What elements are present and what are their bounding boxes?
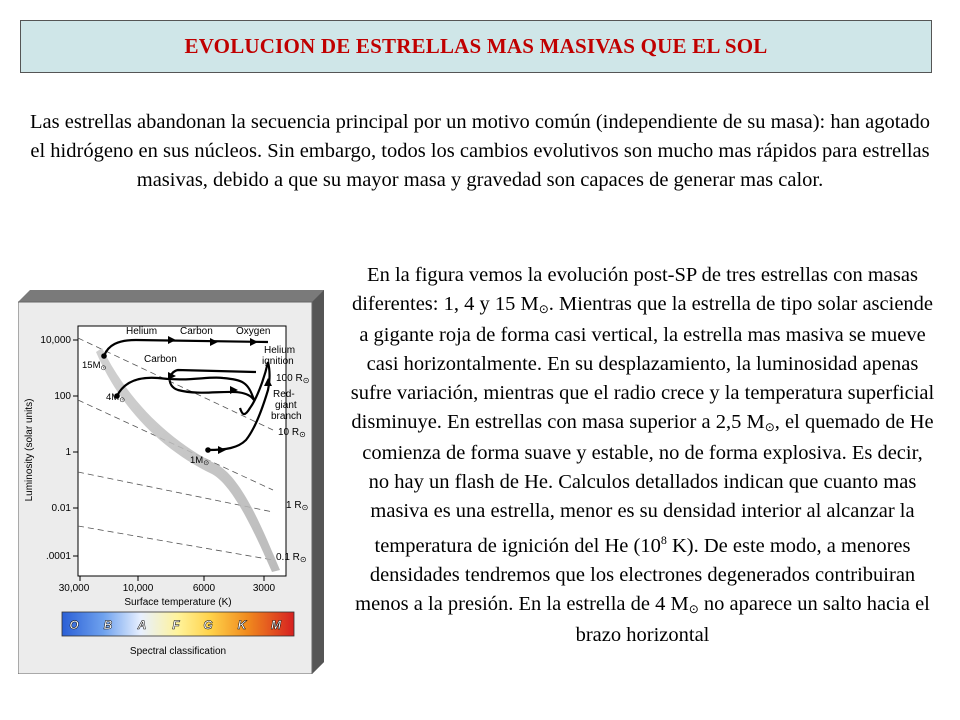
spectral-k: K [237, 618, 247, 632]
spectral-b: B [103, 618, 113, 632]
svg-text:10 R⊙: 10 $R_⊙$ [278, 427, 306, 439]
label-rgb-3: branch [271, 411, 302, 422]
x-axis-label: Surface temperature (K) [124, 597, 232, 608]
hr-diagram-figure [18, 290, 324, 674]
x-tick-3000: 3000 [252, 583, 276, 594]
body-paragraph [350, 261, 935, 650]
svg-text:100 R⊙: 100 $R_⊙$ [276, 373, 310, 385]
hr-diagram [18, 290, 324, 674]
intro-paragraph: Las estrellas abandonan la secuencia principal por un motivo común (independiente de su masa): han agotado el hidrógeno en sus núcleos. Sin embargo, todos los cambios evolutivos son mucho mas rápidos para estrellas masivas, debido a que su mayor masa y gravedad son capaces de generar mas calor. [30, 111, 930, 191]
svg-text:1M⊙: $1M_⊙$ [190, 455, 210, 467]
radius-label-100: 100 R [276, 373, 303, 384]
dot-15m [101, 353, 107, 359]
body-text-4: K). De este modo, a menores densidades tendremos que los electrones degenerados contribuiran menos a la presión. En la estrella de 4 M [355, 534, 916, 615]
radius-label-1: 1 R [286, 500, 302, 511]
label-carbon: Carbon [180, 326, 213, 337]
spectral-f: F [172, 618, 180, 632]
sun-symbol: ⊙ [538, 302, 549, 316]
label-helium: Helium [126, 326, 158, 337]
page-title: EVOLUCION DE ESTRELLAS MAS MASIVAS QUE EL SOL [184, 34, 768, 58]
svg-text:4M⊙: $4M_⊙$ [106, 392, 126, 404]
spectral-m: M [271, 618, 281, 632]
y-tick-1: 1 [65, 447, 71, 458]
sun-symbol: ⊙ [688, 601, 699, 616]
y-tick-100: 100 [54, 391, 71, 402]
label-helium-ign-2: ignition [262, 356, 294, 367]
title-box [20, 20, 932, 73]
spectral-label: Spectral classification [129, 646, 227, 657]
mass-label-15: 15M [82, 360, 101, 371]
panel-edge [312, 290, 324, 674]
label-oxygen: Oxygen [236, 326, 271, 337]
y-tick-00001: .0001 [45, 551, 71, 562]
x-tick-6000: 6000 [192, 583, 216, 594]
svg-text:15M⊙: $15M_⊙$ [82, 360, 107, 372]
x-tick-30000: 30,000 [58, 583, 90, 594]
spectral-a: A [137, 618, 147, 632]
x-tick-10000: 10,000 [122, 583, 154, 594]
body-text-1: En la figura vemos la evolución post-SP de tres estrellas con masas diferentes: 1, 4 y 15 M [351, 264, 918, 315]
body-text-5: no aparece un salto hacia el brazo horizontal [575, 592, 930, 646]
label-rgb-1: Red- [273, 389, 295, 400]
exponent: 8 [660, 533, 667, 547]
svg-text:0.1 R⊙: 0.1 $R_⊙$ [276, 552, 307, 564]
label-rgb-2: giant [275, 400, 297, 411]
spectral-g: G [203, 618, 213, 632]
body-text-3: , el quemado de He comienza de forma suave y estable, no de forma explosiva. Es decir, no hay un flash de He. Calculos detallados indican que cuanto mas masiva es una estrella, menor es su densidad interior al alcanzar la temperatura de ignición del He (10 [362, 411, 934, 557]
label-carbon-2: Carbon [144, 354, 177, 365]
y-axis-label: Luminosity (solar units) [24, 398, 35, 502]
mass-label-4: 4M [106, 392, 120, 403]
y-tick-10000: 10,000 [40, 335, 71, 346]
radius-label-10: 10 R [278, 427, 300, 438]
label-helium-ign-1: Helium [264, 345, 296, 356]
radius-label-01: 0.1 R [276, 552, 300, 563]
y-tick-001: 0.01 [51, 503, 71, 514]
mass-label-1: 1M [190, 455, 204, 466]
svg-text:1 R⊙: 1 $R_⊙$ [286, 500, 309, 512]
sun-symbol: ⊙ [764, 420, 775, 434]
body-text-2: . Mientras que la estrella de tipo solar asciende a gigante roja de forma casi vertical, la estrella mas masiva se mueve casi horizontalmente. En su desplazamiento, la luminosidad apenas sufre variación, mientras que el radio crece y la temperatura superficial disminuye. En estrellas con masa superior a 2,5 M [350, 293, 935, 433]
spectral-o: O [69, 618, 79, 632]
dot-1m [205, 447, 211, 453]
